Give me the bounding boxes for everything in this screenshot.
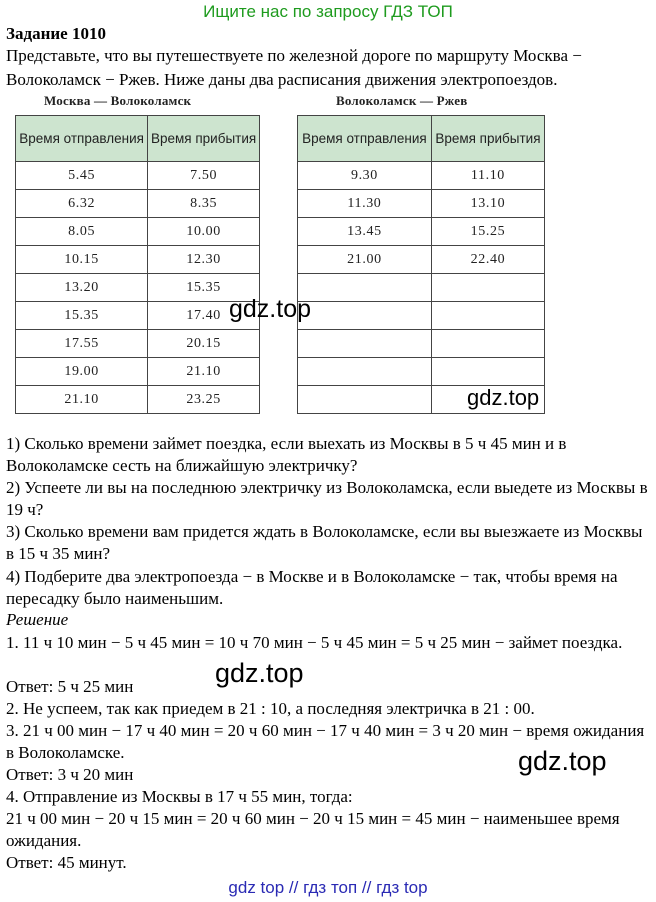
table-row — [16, 358, 260, 386]
solution-label: Решение — [6, 610, 69, 629]
departure-time-cell: 8.05 — [16, 218, 148, 246]
watermark: gdz.top — [467, 385, 540, 410]
arrival-time-cell: 15.25 — [431, 218, 544, 246]
table-row — [16, 274, 260, 302]
watermark: gdz.top — [215, 658, 304, 688]
arrival-time-cell — [431, 330, 544, 358]
task-intro: Представьте, что вы путешествуете по железной дороге по маршруту Москва − Волоколамск − Ржев. Ниже даны два расписания движения электропоездов. — [6, 46, 582, 89]
solution-step-3: 3. 21 ч 00 мин − 17 ч 40 мин = 20 ч 60 мин − 17 ч 40 мин = 3 ч 20 мин − время ожидания в Волоколамске. — [6, 721, 645, 762]
departure-time-cell: 21.10 — [16, 386, 148, 414]
task-title: Задание 1010 — [6, 24, 106, 43]
site-footer: gdz top // гдз топ // гдз top — [228, 878, 428, 897]
site-banner: Ищите нас по запросу ГДЗ ТОП — [203, 2, 453, 21]
departure-time-cell: 21.00 — [298, 246, 432, 274]
departure-time-cell: 13.45 — [298, 218, 432, 246]
answer-1: Ответ: 5 ч 25 мин — [6, 677, 134, 696]
arrival-time-cell: 8.35 — [148, 190, 260, 218]
question-2: 2) Успеете ли вы на последнюю электричку из Волоколамска, если выедете из Москвы в 19 ч? — [6, 478, 648, 519]
schedule-table-volokolamsk-rzhev — [297, 115, 545, 414]
question-3: 3) Сколько времени вам придется ждать в Волоколамске, если вы выезжаете из Москвы в 15 ч 35 мин? — [6, 522, 643, 563]
departure-time-cell — [298, 330, 432, 358]
departure-time-cell: 5.45 — [16, 162, 148, 190]
watermark: gdz.top — [229, 295, 312, 323]
table-row — [16, 330, 260, 358]
arrival-time-cell — [431, 274, 544, 302]
column-header-departure: Время отправления — [298, 116, 432, 162]
departure-time-cell: 15.35 — [16, 302, 148, 330]
table-row — [298, 358, 545, 386]
departure-time-cell: 17.55 — [16, 330, 148, 358]
departure-time-cell — [298, 302, 432, 330]
solution-step-4: 21 ч 00 мин − 20 ч 15 мин = 20 ч 60 мин − 20 ч 15 мин = 45 мин − наименьшее время ожидания. — [6, 809, 620, 850]
arrival-time-cell — [431, 302, 544, 330]
departure-time-cell: 13.20 — [16, 274, 148, 302]
table-row — [298, 246, 545, 274]
watermark: gdz.top — [518, 746, 607, 776]
table-row — [298, 190, 545, 218]
solution-step-4-intro: 4. Отправление из Москвы в 17 ч 55 мин, тогда: — [6, 787, 353, 806]
table-row — [298, 330, 545, 358]
arrival-time-cell: 17.40 — [148, 302, 260, 330]
solution-step-2: 2. Не успеем, так как приедем в 21 : 10, а последняя электричка в 21 : 00. — [6, 699, 535, 718]
arrival-time-cell: 7.50 — [148, 162, 260, 190]
column-header-departure: Время отправления — [16, 116, 148, 162]
table-row — [298, 386, 545, 414]
table-heading-moscow-volokolamsk: Москва — Волоколамск — [44, 93, 192, 108]
answer-3: Ответ: 3 ч 20 мин — [6, 765, 134, 784]
arrival-time-cell: 22.40 — [431, 246, 544, 274]
table-row — [298, 274, 545, 302]
table-row — [16, 302, 260, 330]
arrival-time-cell — [431, 386, 544, 414]
arrival-time-cell: 15.35 — [148, 274, 260, 302]
table-body — [298, 162, 545, 414]
table-body — [16, 162, 260, 414]
departure-time-cell: 19.00 — [16, 358, 148, 386]
arrival-time-cell: 11.10 — [431, 162, 544, 190]
table-row — [16, 218, 260, 246]
table-row — [298, 302, 545, 330]
arrival-time-cell — [431, 358, 544, 386]
column-header-arrival: Время прибытия — [148, 116, 260, 162]
table-heading-volokolamsk-rzhev: Волоколамск — Ржев — [336, 93, 468, 108]
arrival-time-cell: 23.25 — [148, 386, 260, 414]
table-row — [16, 386, 260, 414]
departure-time-cell — [298, 274, 432, 302]
departure-time-cell: 11.30 — [298, 190, 432, 218]
schedule-table-moscow-volokolamsk — [15, 115, 260, 414]
table-row — [298, 162, 545, 190]
arrival-time-cell: 10.00 — [148, 218, 260, 246]
question-1: 1) Сколько времени займет поездка, если выехать из Москвы в 5 ч 45 мин и в Волоколамске сесть на ближайшую электричку? — [6, 434, 567, 475]
table-row — [16, 246, 260, 274]
question-4: 4) Подберите два электропоезда − в Москве и в Волоколамске − так, чтобы время на пересадку было наименьшим. — [6, 567, 618, 608]
arrival-time-cell: 21.10 — [148, 358, 260, 386]
departure-time-cell — [298, 358, 432, 386]
column-header-arrival: Время прибытия — [431, 116, 544, 162]
departure-time-cell: 10.15 — [16, 246, 148, 274]
solution-step-1: 1. 11 ч 10 мин − 5 ч 45 мин = 10 ч 70 мин − 5 ч 45 мин = 5 ч 25 мин − займет поездка. — [6, 633, 623, 652]
arrival-time-cell: 12.30 — [148, 246, 260, 274]
answer-4: Ответ: 45 минут. — [6, 853, 127, 872]
arrival-time-cell: 20.15 — [148, 330, 260, 358]
table-row — [16, 190, 260, 218]
table-row — [16, 162, 260, 190]
table-row — [298, 218, 545, 246]
arrival-time-cell: 13.10 — [431, 190, 544, 218]
departure-time-cell: 6.32 — [16, 190, 148, 218]
departure-time-cell: 9.30 — [298, 162, 432, 190]
departure-time-cell — [298, 386, 432, 414]
